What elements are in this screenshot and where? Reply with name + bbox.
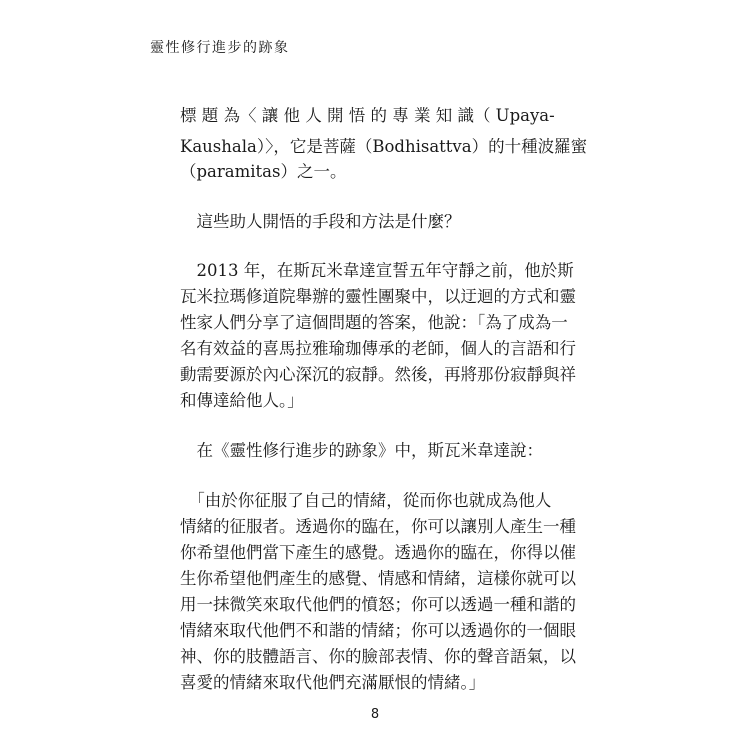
body-line: 標 題 為〈 讓 他 人 開 悟 的 專 業 知 識（ Upaya- <box>180 106 555 125</box>
body-line: 神、你的肢體語言、你的臉部表情、你的聲音語氣，以 <box>180 647 576 666</box>
body-line: 2013 年，在斯瓦米韋達宣誓五年守靜之前，他於斯 <box>180 261 574 280</box>
body-line: 你希望他們當下產生的感覺。透過你的臨在，你得以催 <box>180 543 576 562</box>
body-line: 「由於你征服了自己的情緒，從而你也就成為他人 <box>180 491 552 510</box>
body-line: （paramitas）之一。 <box>180 162 347 181</box>
body-line: 情緒來取代他們不和諧的情緒；你可以透過你的一個眼 <box>180 621 576 640</box>
body-line: 情緒的征服者。透過你的臨在，你可以讓別人產生一種 <box>180 517 576 536</box>
running-header: 靈性修行進步的跡象 <box>150 40 290 56</box>
body-line: 動需要源於內心深沉的寂靜。然後，再將那份寂靜與祥 <box>180 365 576 384</box>
body-line: 喜愛的情緒來取代他們充滿厭恨的情緒。」 <box>180 673 486 692</box>
body-line: 瓦米拉瑪修道院舉辦的靈性團聚中，以迂迴的方式和靈 <box>180 287 576 306</box>
body-line: 名有效益的喜馬拉雅瑜珈傳承的老師，個人的言語和行 <box>180 339 576 358</box>
page-number: 8 <box>370 707 380 722</box>
body-line: 性家人們分享了這個問題的答案，他說：「為了成為一 <box>180 313 568 332</box>
body-line: 用一抹微笑來取代他們的憤怒；你可以透過一種和諧的 <box>180 595 576 614</box>
body-line: 和傳達給他人。」 <box>180 391 304 410</box>
body-line: 生你希望他們產生的感覺、情感和情緒，這樣你就可以 <box>180 569 576 588</box>
body-line: Kaushala）〉，它是菩薩（Bodhisattva）的十種波羅蜜 <box>180 137 588 156</box>
body-line: 這些助人開悟的手段和方法是什麼？ <box>180 212 461 231</box>
body-line: 在《靈性修行進步的跡象》中，斯瓦米韋達說： <box>180 441 543 460</box>
